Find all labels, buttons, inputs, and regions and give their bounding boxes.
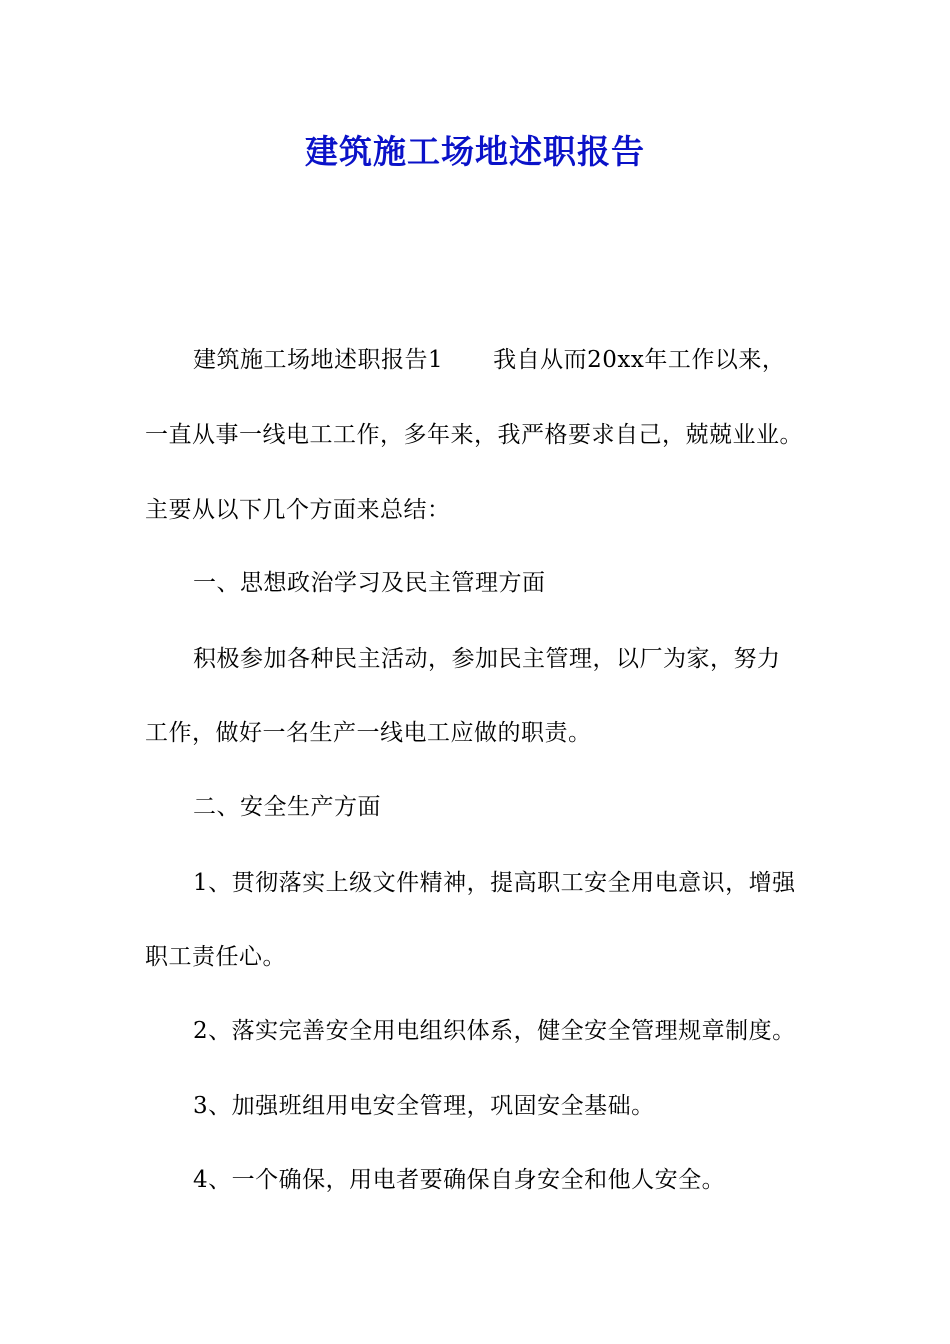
document-title: 建筑施工场地述职报告	[305, 132, 645, 171]
section-heading: 一、思想政治学习及民主管理方面	[193, 570, 546, 596]
list-item: 4、一个确保，用电者要确保自身安全和他人安全。	[193, 1167, 726, 1193]
paragraph-line: 工作，做好一名生产一线电工应做的职责。	[145, 720, 592, 746]
paragraph-line: 积极参加各种民主活动，参加民主管理，以厂为家，努力	[193, 646, 781, 672]
paragraph-line: 一直从事一线电工工作，多年来，我严格要求自己，兢兢业业。	[145, 422, 803, 448]
paragraph-line: 主要从以下几个方面来总结：	[145, 497, 451, 523]
paragraph-line: 职工责任心。	[145, 944, 286, 970]
section-heading: 二、安全生产方面	[193, 794, 381, 820]
paragraph-text: 我自从而20xx年工作以来，	[493, 347, 786, 373]
list-item: 2、落实完善安全用电组织体系，健全安全管理规章制度。	[193, 1018, 796, 1044]
list-item: 3、加强班组用电安全管理，巩固安全基础。	[193, 1093, 655, 1119]
paragraph-line	[193, 344, 863, 376]
list-item: 1、贯彻落实上级文件精神，提高职工安全用电意识，增强	[193, 870, 796, 896]
report-heading-inline: 建筑施工场地述职报告1	[193, 347, 444, 373]
